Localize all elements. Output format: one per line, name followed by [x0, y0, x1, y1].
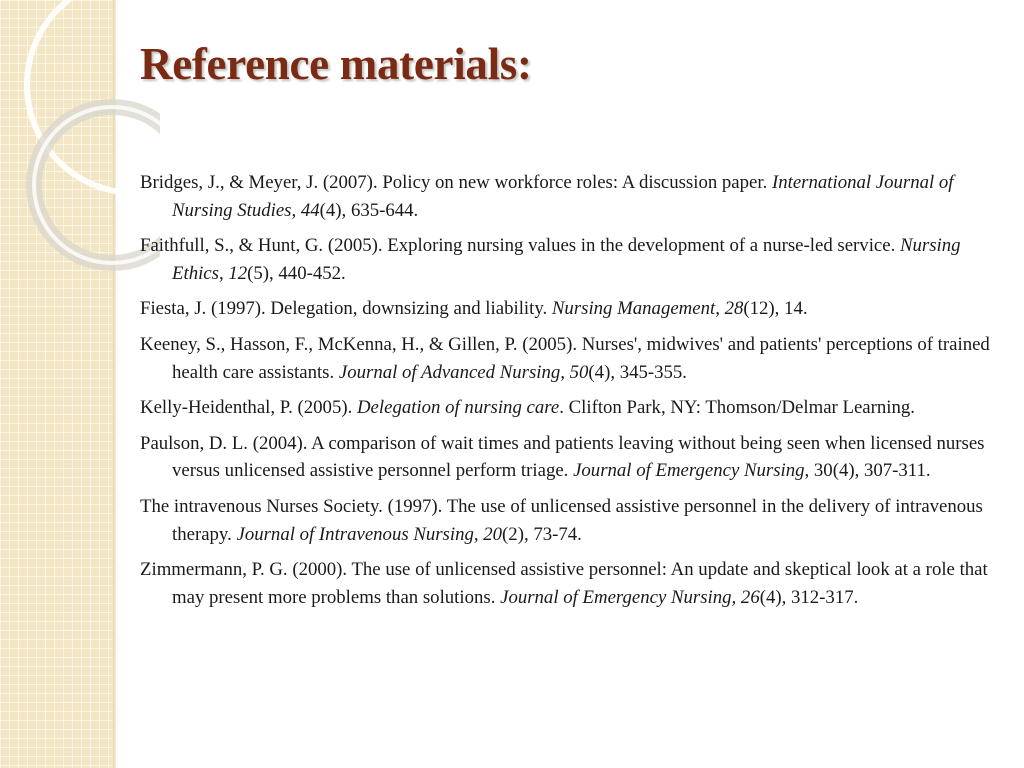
reference-item [140, 331, 992, 386]
decor-ring-large [27, 0, 160, 193]
reference-details: (12), 14. [743, 298, 808, 320]
reference-source: Nursing Management, 28 [551, 298, 744, 320]
reference-details: . Clifton Park, NY: Thomson/Delmar Learning. [559, 397, 915, 419]
reference-source: Journal of Advanced Nursing, 50 [338, 361, 589, 383]
reference-source: International Journal of Nursing Studies, 44 [172, 172, 954, 221]
reference-text: Kelly-Heidenthal, P. (2005). [140, 397, 357, 419]
reference-source: Journal of Intravenous Nursing, 20 [236, 523, 503, 545]
decorative-circles [0, 0, 160, 320]
reference-details: (4), 312-317. [759, 586, 859, 608]
reference-item [140, 169, 992, 224]
reference-text: Faithfull, S., & Hunt, G. (2005). Exploring nursing values in the development of a nurse-led service. [140, 235, 900, 257]
slide-title: Reference materials: [140, 39, 532, 89]
reference-text: Paulson, D. L. (2004). A comparison of wait times and patients leaving without being seen when licensed nurses versus unlicensed assistive personnel perform triage. [140, 432, 985, 482]
reference-item [140, 394, 992, 422]
reference-source: Journal of Emergency Nursing [573, 460, 805, 482]
reference-source: Delegation of nursing care [356, 397, 560, 419]
reference-details: (2), 73-74. [502, 523, 582, 545]
reference-item [140, 556, 992, 611]
reference-text: Zimmermann, P. G. (2000). The use of unlicensed assistive personnel: An update and skeptical look at a role that may present more problems than solutions. [140, 559, 988, 608]
reference-details: , 30(4), 307-311. [804, 460, 931, 482]
reference-text: Fiesta, J. (1997). Delegation, downsizing and liability. [140, 298, 552, 320]
reference-item [140, 232, 992, 287]
reference-list [140, 169, 992, 620]
reference-item [140, 493, 992, 548]
reference-details: (4), 345-355. [588, 361, 688, 383]
reference-source: Nursing Ethics, 12 [172, 235, 961, 284]
reference-source: Journal of Emergency Nursing, 26 [500, 586, 760, 608]
reference-text: Keeney, S., Hasson, F., McKenna, H., & Gillen, P. (2005). Nurses', midwives' and patients' perceptions of trained health care assistants. [140, 334, 990, 383]
reference-text: Bridges, J., & Meyer, J. (2007). Policy on new workforce roles: A discussion paper. [140, 172, 772, 193]
reference-item [140, 430, 992, 485]
reference-details: (5), 440-452. [247, 262, 346, 284]
reference-item [140, 295, 992, 323]
reference-details: (4), 635-644. [319, 199, 419, 221]
reference-text: The intravenous Nurses Society. (1997). The use of unlicensed assistive personnel in the delivery of intravenous therapy. [140, 496, 983, 545]
